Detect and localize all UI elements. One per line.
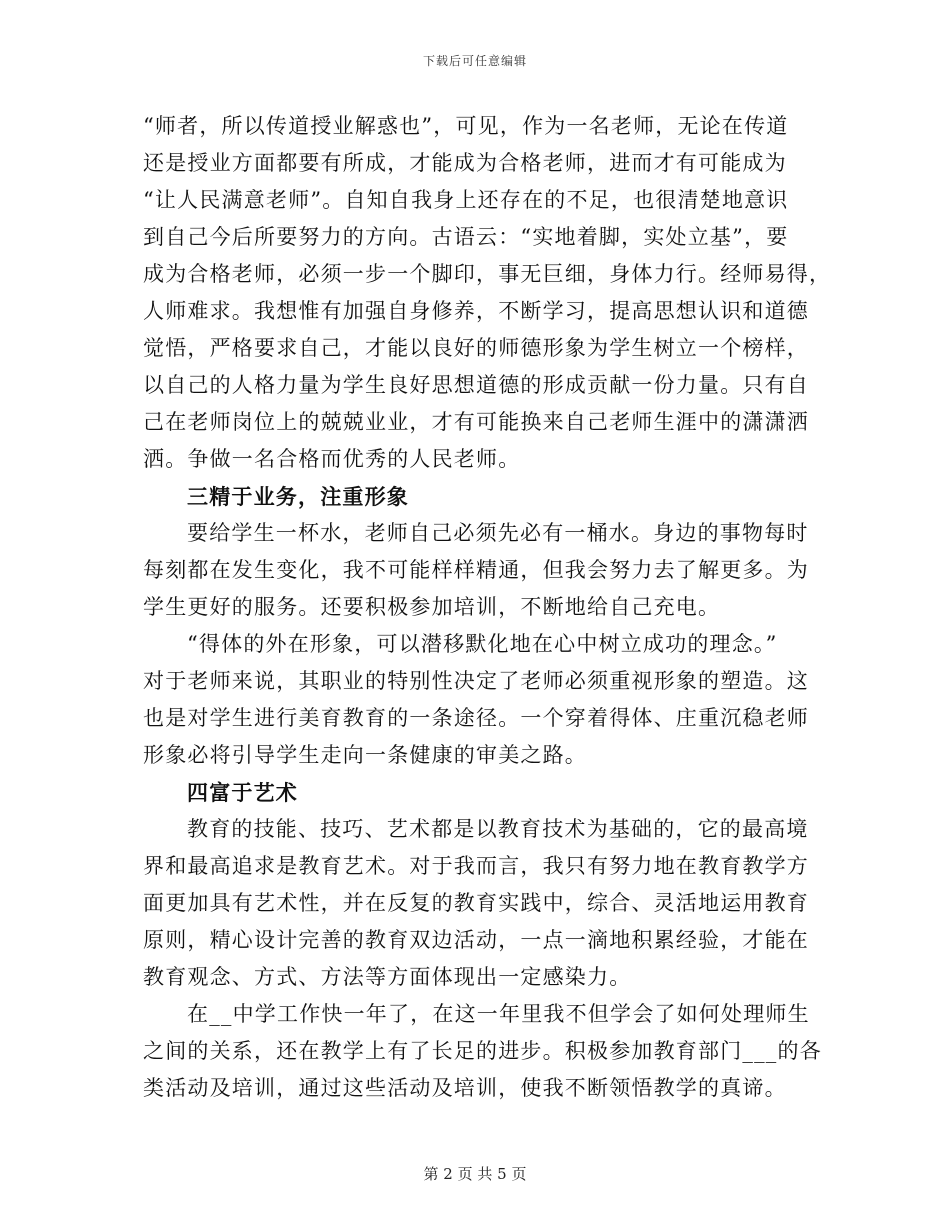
text-line: 每刻都在发生变化，我不可能样样精通，但我会努力去了解更多。为	[143, 558, 809, 582]
section-heading: 三精于业务，注重形象	[187, 484, 409, 509]
text-line: 学生更好的服务。还要积极参加培训，不断地给自己充电。	[143, 595, 721, 619]
text-line: 之间的关系，还在教学上有了长足的进步。积极参加教育部门___的各	[143, 1039, 822, 1063]
text-line: “得体的外在形象，可以潜移默化地在心中树立成功的理念。”	[187, 632, 778, 656]
text-line: 觉悟，严格要求自己，才能以良好的师德形象为学生树立一个榜样，	[143, 336, 809, 360]
text-line: 类活动及培训，通过这些活动及培训，使我不断领悟教学的真谛。	[143, 1076, 787, 1100]
text-line: 形象必将引导学生走向一条健康的审美之路。	[143, 743, 587, 767]
text-line: “让人民满意老师”。自知自我身上还存在的不足，也很清楚地意识	[143, 188, 789, 212]
text-line: 成为合格老师，必须一步一个脚印，事无巨细，身体力行。经师易得，	[143, 262, 832, 286]
text-line: 己在老师岗位上的兢兢业业，才有可能换来自己老师生涯中的潇潇洒	[143, 410, 809, 434]
text-line: 人师难求。我想惟有加强自身修养，不断学习，提高思想认识和道德	[143, 299, 809, 323]
document-body	[143, 108, 832, 1107]
text-line: 界和最高追求是教育艺术。对于我而言，我只有努力地在教育教学方	[143, 854, 809, 878]
text-line: 原则，精心设计完善的教育双边活动，一点一滴地积累经验，才能在	[143, 928, 809, 952]
page-number-footer: 第 2 页 共 5 页	[423, 1165, 527, 1183]
section-heading: 四富于艺术	[187, 780, 298, 805]
text-line: 教育观念、方式、方法等方面体现出一定感染力。	[143, 965, 632, 989]
text-line: 在__中学工作快一年了，在这一年里我不但学会了如何处理师生	[187, 1002, 810, 1026]
text-line: 面更加具有艺术性，并在反复的教育实践中，综合、灵活地运用教育	[143, 891, 809, 915]
text-line: 教育的技能、技巧、艺术都是以教育技术为基础的，它的最高境	[187, 817, 809, 841]
text-line: 要给学生一杯水，老师自己必须先必有一桶水。身边的事物每时	[187, 521, 809, 545]
text-line: 洒。争做一名合格而优秀的人民老师。	[143, 447, 521, 471]
text-line: 以自己的人格力量为学生良好思想道德的形成贡献一份力量。只有自	[143, 373, 809, 397]
text-line: 也是对学生进行美育教育的一条途径。一个穿着得体、庄重沉稳老师	[143, 706, 809, 730]
text-line: 到自己今后所要努力的方向。古语云：“实地着脚，实处立基”，要	[143, 225, 789, 249]
text-line: “师者，所以传道授业解惑也”，可见，作为一名老师，无论在传道	[143, 114, 789, 138]
text-line: 还是授业方面都要有所成，才能成为合格老师，进而才有可能成为	[143, 151, 787, 175]
page-header: 下载后可任意编辑	[422, 54, 527, 68]
text-line: 对于老师来说，其职业的特别性决定了老师必须重视形象的塑造。这	[143, 669, 809, 693]
